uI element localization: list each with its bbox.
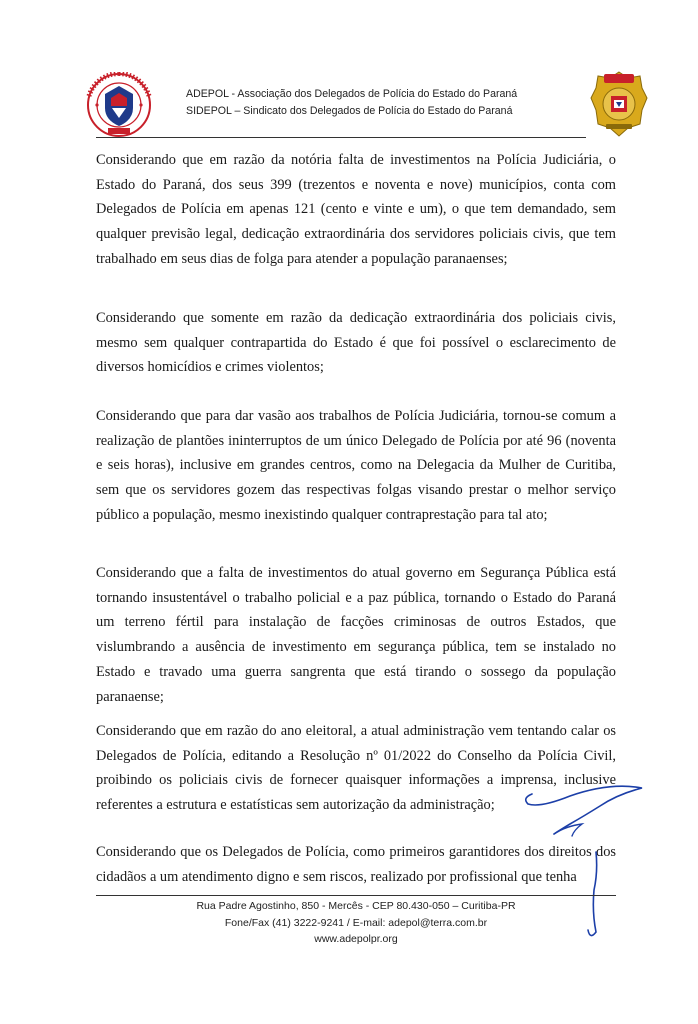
footer-phone-email: Fone/Fax (41) 3222-9241 / E-mail: adepol@terra.com.br (224, 916, 488, 929)
letterhead (186, 86, 517, 120)
footer-address: Rua Padre Agostinho, 850 - Mercês - CEP 80.430-050 – Curitiba-PR (196, 900, 516, 912)
paragraph-dedicacao: Considerando que somente em razão da dedicação extraordinária dos policiais civis, mesmo sem qualquer contrapartida do Estado é que foi possível o esclarecimento de diversos homicídios e crimes violentos; (96, 310, 616, 376)
paragraph-investimentos: Considerando que em razão da notória falta de investimentos na Polícia Judiciária, o Estado do Paraná, dos seus 399 (trezentos e noventa e nove) municípios, conta com Delegados de Polícia em apenas 121 (cento e vinte e um), o que tem demandado, sem qualquer previsão legal, dedicação extraordinária dos servidores policiais civis, que tem trabalhado em seus dias de folga para atender a população paranaenses; (96, 152, 616, 267)
footer-website: www.adepolpr.org (314, 933, 398, 945)
footer-divider (96, 895, 616, 896)
paragraph-seguranca-publica: Considerando que a falta de investimentos do atual governo em Segurança Pública está tornando insustentável o trabalho policial e a paz pública, tornando o Estado do Paraná um terreno fértil para instalação de facções criminosas de outros Estados, que vislumbrando a ausência de investimento em segurança pública, tem se instalado no Estado e travado uma guerra sangrenta que está tirando o sossego da população paranaense; (96, 565, 616, 705)
paragraph-ano-eleitoral: Considerando que em razão do ano eleitoral, a atual administração vem tentando calar os Delegados de Polícia, editando a Resolução nº 01/2022 do Conselho da Polícia Civil, proibindo os policiais civis de fornecer quaisquer informações a imprensa, inclusive referentes a estrutura e estatísticas sem autorização da administração; (96, 723, 616, 814)
letterhead-line-sidepol: SIDEPOL – Sindicato dos Delegados de Polícia do Estado do Paraná (186, 105, 513, 117)
paragraph-plantoes: Considerando que para dar vasão aos trabalhos de Polícia Judiciária, tornou-se comum a realização de plantões ininterruptos de um único Delegado de Polícia por até 96 (noventa e seis horas), inclusive em grandes centros, como na Delegacia da Mulher de Curitiba, sem que os servidores gozem das respectivas folgas visando prestar o melhor serviço público a população, mesmo inexistindo qualquer contraprestação para tal ato; (96, 408, 616, 523)
letterhead-line-adepol: ADEPOL - Associação dos Delegados de Polícia do Estado do Paraná (186, 88, 518, 100)
paragraph-garantidores: Considerando que os Delegados de Polícia, como primeiros garantidores dos direitos dos cidadãos a um atendimento digno e sem riscos, realizado por profissional que tenha (96, 844, 616, 885)
sidepol-badge-logo (590, 70, 648, 138)
adepol-seal-logo (86, 72, 152, 138)
header-divider (96, 137, 586, 138)
footer-contact (96, 898, 616, 948)
